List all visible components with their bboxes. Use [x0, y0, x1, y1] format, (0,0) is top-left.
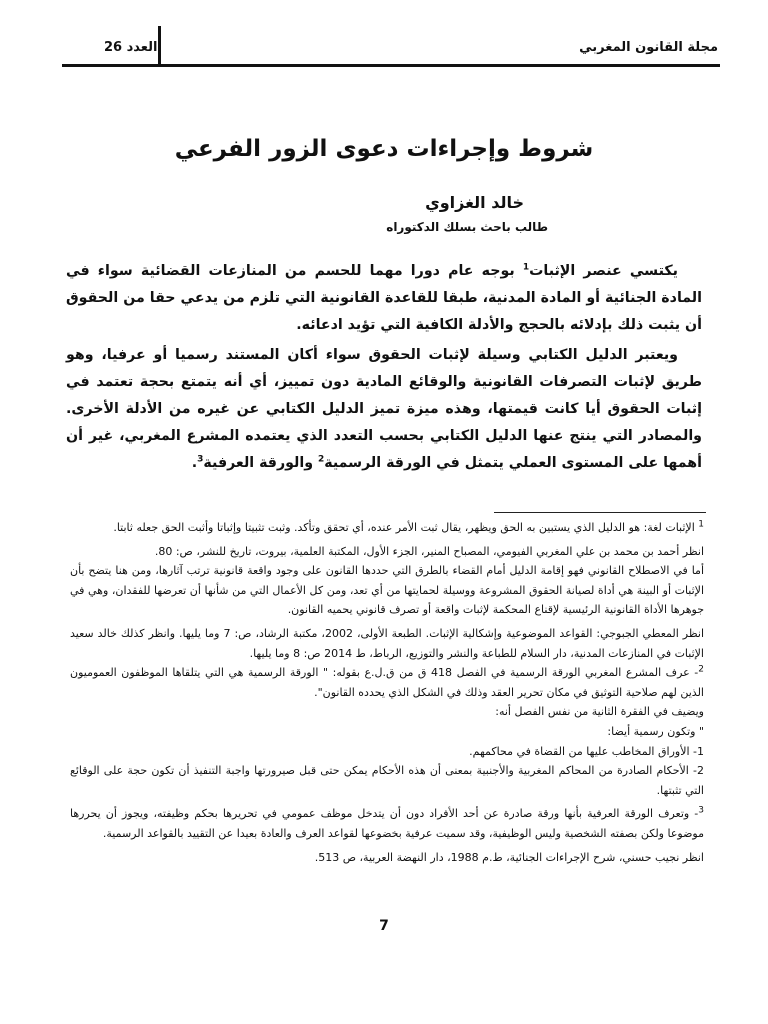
footnote-3-number: 3	[698, 805, 704, 816]
footnote-3	[70, 804, 704, 843]
footnote-2-item-2: 2- الأحكام الصادرة من المحاكم المغربية والأجنبية بمعنى أن هذه الأحكام يمكن حتى قبل صيرورتها واجبة التنفيذ أن تكون حجة على الوقائع التي تثبتها.	[70, 764, 704, 797]
footnote-2-text: - عرف المشرع المغربي الورقة الرسمية في الفصل 418 ق من ق.ل.ع بقوله: " الورقة الرسمية هي التي يتلقاها الموظفون العموميون الذين لهم صلاحية التوثيق في مكان تحرير العقد وذلك في الشكل الذي يحدده القانون".	[70, 666, 704, 699]
paragraph-2-text-c: .	[191, 455, 198, 471]
footnote-1-source: انظر أحمد بن محمد بن علي المغربي الفيومي، المصباح المنير، الجزء الأول، المكتبة العلمية، بيروت، تاريخ للنشر، ص: 80.	[154, 544, 704, 558]
footnote-2-addition: ويضيف في الفقرة الثانية من نفس الفصل أنه:	[495, 705, 704, 719]
page-number: 7	[379, 918, 389, 934]
footnote-1-text: الإثبات لغة: هو الدليل الذي يستبين به الحق ويظهر، يقال ثبت الأمر عنده، أي تحقق وتأكد. وثبت تثبيتا وإثباتا وأثبت الحق جعله ثابتا.	[113, 521, 699, 534]
footnote-3-source: انظر نجيب حسني، شرح الإجراءات الجنائية، ط.م 1988، دار النهضة العربية، ص 513.	[314, 850, 704, 864]
journal-name: مجلة القانون المغربي	[579, 40, 718, 55]
footnote-1-number: 1	[698, 519, 704, 530]
author-name: خالد الغزاوي	[425, 193, 524, 212]
footnote-ref-3: 3	[197, 454, 204, 465]
footnote-2-number: 2	[698, 664, 704, 675]
author-role: طالب باحث بسلك الدكتوراه	[386, 220, 548, 234]
paragraph-1	[66, 258, 702, 339]
paragraph-2-text-a: ويعتبر الدليل الكتابي وسيلة لإثبات الحقوق سواء أكان المستند رسميا أو عرفيا، وهو طريق لإثبات التصرفات القانونية والوقائع المادية دون تمييز، أي أنه يتمتع بحجة تعتمد في إثبات الحقوق أيا كانت قيمتها، وهذه ميزة تميز الدليل الكتابي عن غيره من الأدلة الأخرى. والمصادر التي ينتج عنها الدليل الكتابي بحسب التعدد الذي يعتمده المشرع المغربي، غير أن أهمها على المستوى العملي يتمثل في الورقة الرسمية	[66, 347, 702, 471]
footnote-2-quote: " وتكون رسمية أيضا:	[607, 724, 704, 738]
footnote-2	[70, 663, 704, 702]
paragraph-1-text-b: بوجه عام دورا مهما للحسم من المنازعات القضائية سواء في المادة الجنائية أو المادة المدنية، طبقا للقاعدة القانونية التي تلزم من يدعي حقا من الحقوق أن يثبت ذلك بإدلائه بالحجج والأدلة الكافية التي تؤيد ادعائه.	[66, 263, 702, 333]
header-vertical-rule	[158, 26, 161, 66]
footnote-ref-2: 2	[317, 454, 325, 465]
footnote-ref-1: 1	[522, 262, 530, 273]
article-body	[66, 258, 702, 477]
paragraph-2	[66, 342, 702, 477]
footnote-3-text: - وتعرف الورقة العرفية بأنها ورقة صادرة عن أحد الأفراد دون أن يتدخل موظف عمومي في تحريرها بحكم وظيفته، ويجوز أن يحررها موضوعا ولكن بصفته الشخصية وليس الوظيفية، وقد سميت عرفية بخضوعها لقواعد العرف والعادة بعيدا عن التقييد بالقواعد الرسمية.	[70, 807, 704, 840]
article-title: شروط وإجراءات دعوى الزور الفرعي	[174, 136, 594, 162]
footnote-1-source-2: انظر المعطي الجبوجي: القواعد الموضوعية وإشكالية الإثبات. الطبعة الأولى، 2002، مكتبة الرشاد، ص: 7 وما يليها. وانظر كذلك خالد سعيد الإثبات في المنازعات المدنية، دار السلام للطباعة والنشر والتوزيع، الرباط، ط 2014 ص: 8 وما يليها.	[70, 626, 705, 660]
footnote-separator	[494, 512, 706, 513]
footnote-1-definition: أما في الاصطلاح القانوني فهو إقامة الدليل أمام القضاء بالطرق التي حددها القانون على وجود واقعة قانونية ترتب آثارها، ومن هنا يتضح بأن الإثبات أو البينة هي أداة لصيانة الحقوق المشروعة ووسيلة لحمايتها من أي تعد، ومن كل الأعمال التي من شأنها أن تعرضها للفقدان، وهي في جوهرها الأداة القانونية الرئيسية لإقناع المحكمة لإثبات واقعة أو تصرف قانوني يحميه القانون.	[70, 564, 704, 617]
header-rule	[62, 64, 720, 67]
issue-number: العدد 26	[104, 40, 158, 55]
paragraph-2-text-b: والورقة العرفية	[203, 455, 318, 471]
footnote-1	[70, 518, 704, 538]
paragraph-1-text-a: يكتسي عنصر الإثبات	[529, 263, 678, 279]
footnote-2-item-1: 1- الأوراق المخاطب عليها من القضاة في محاكمهم.	[469, 744, 704, 758]
footnotes	[70, 518, 704, 867]
